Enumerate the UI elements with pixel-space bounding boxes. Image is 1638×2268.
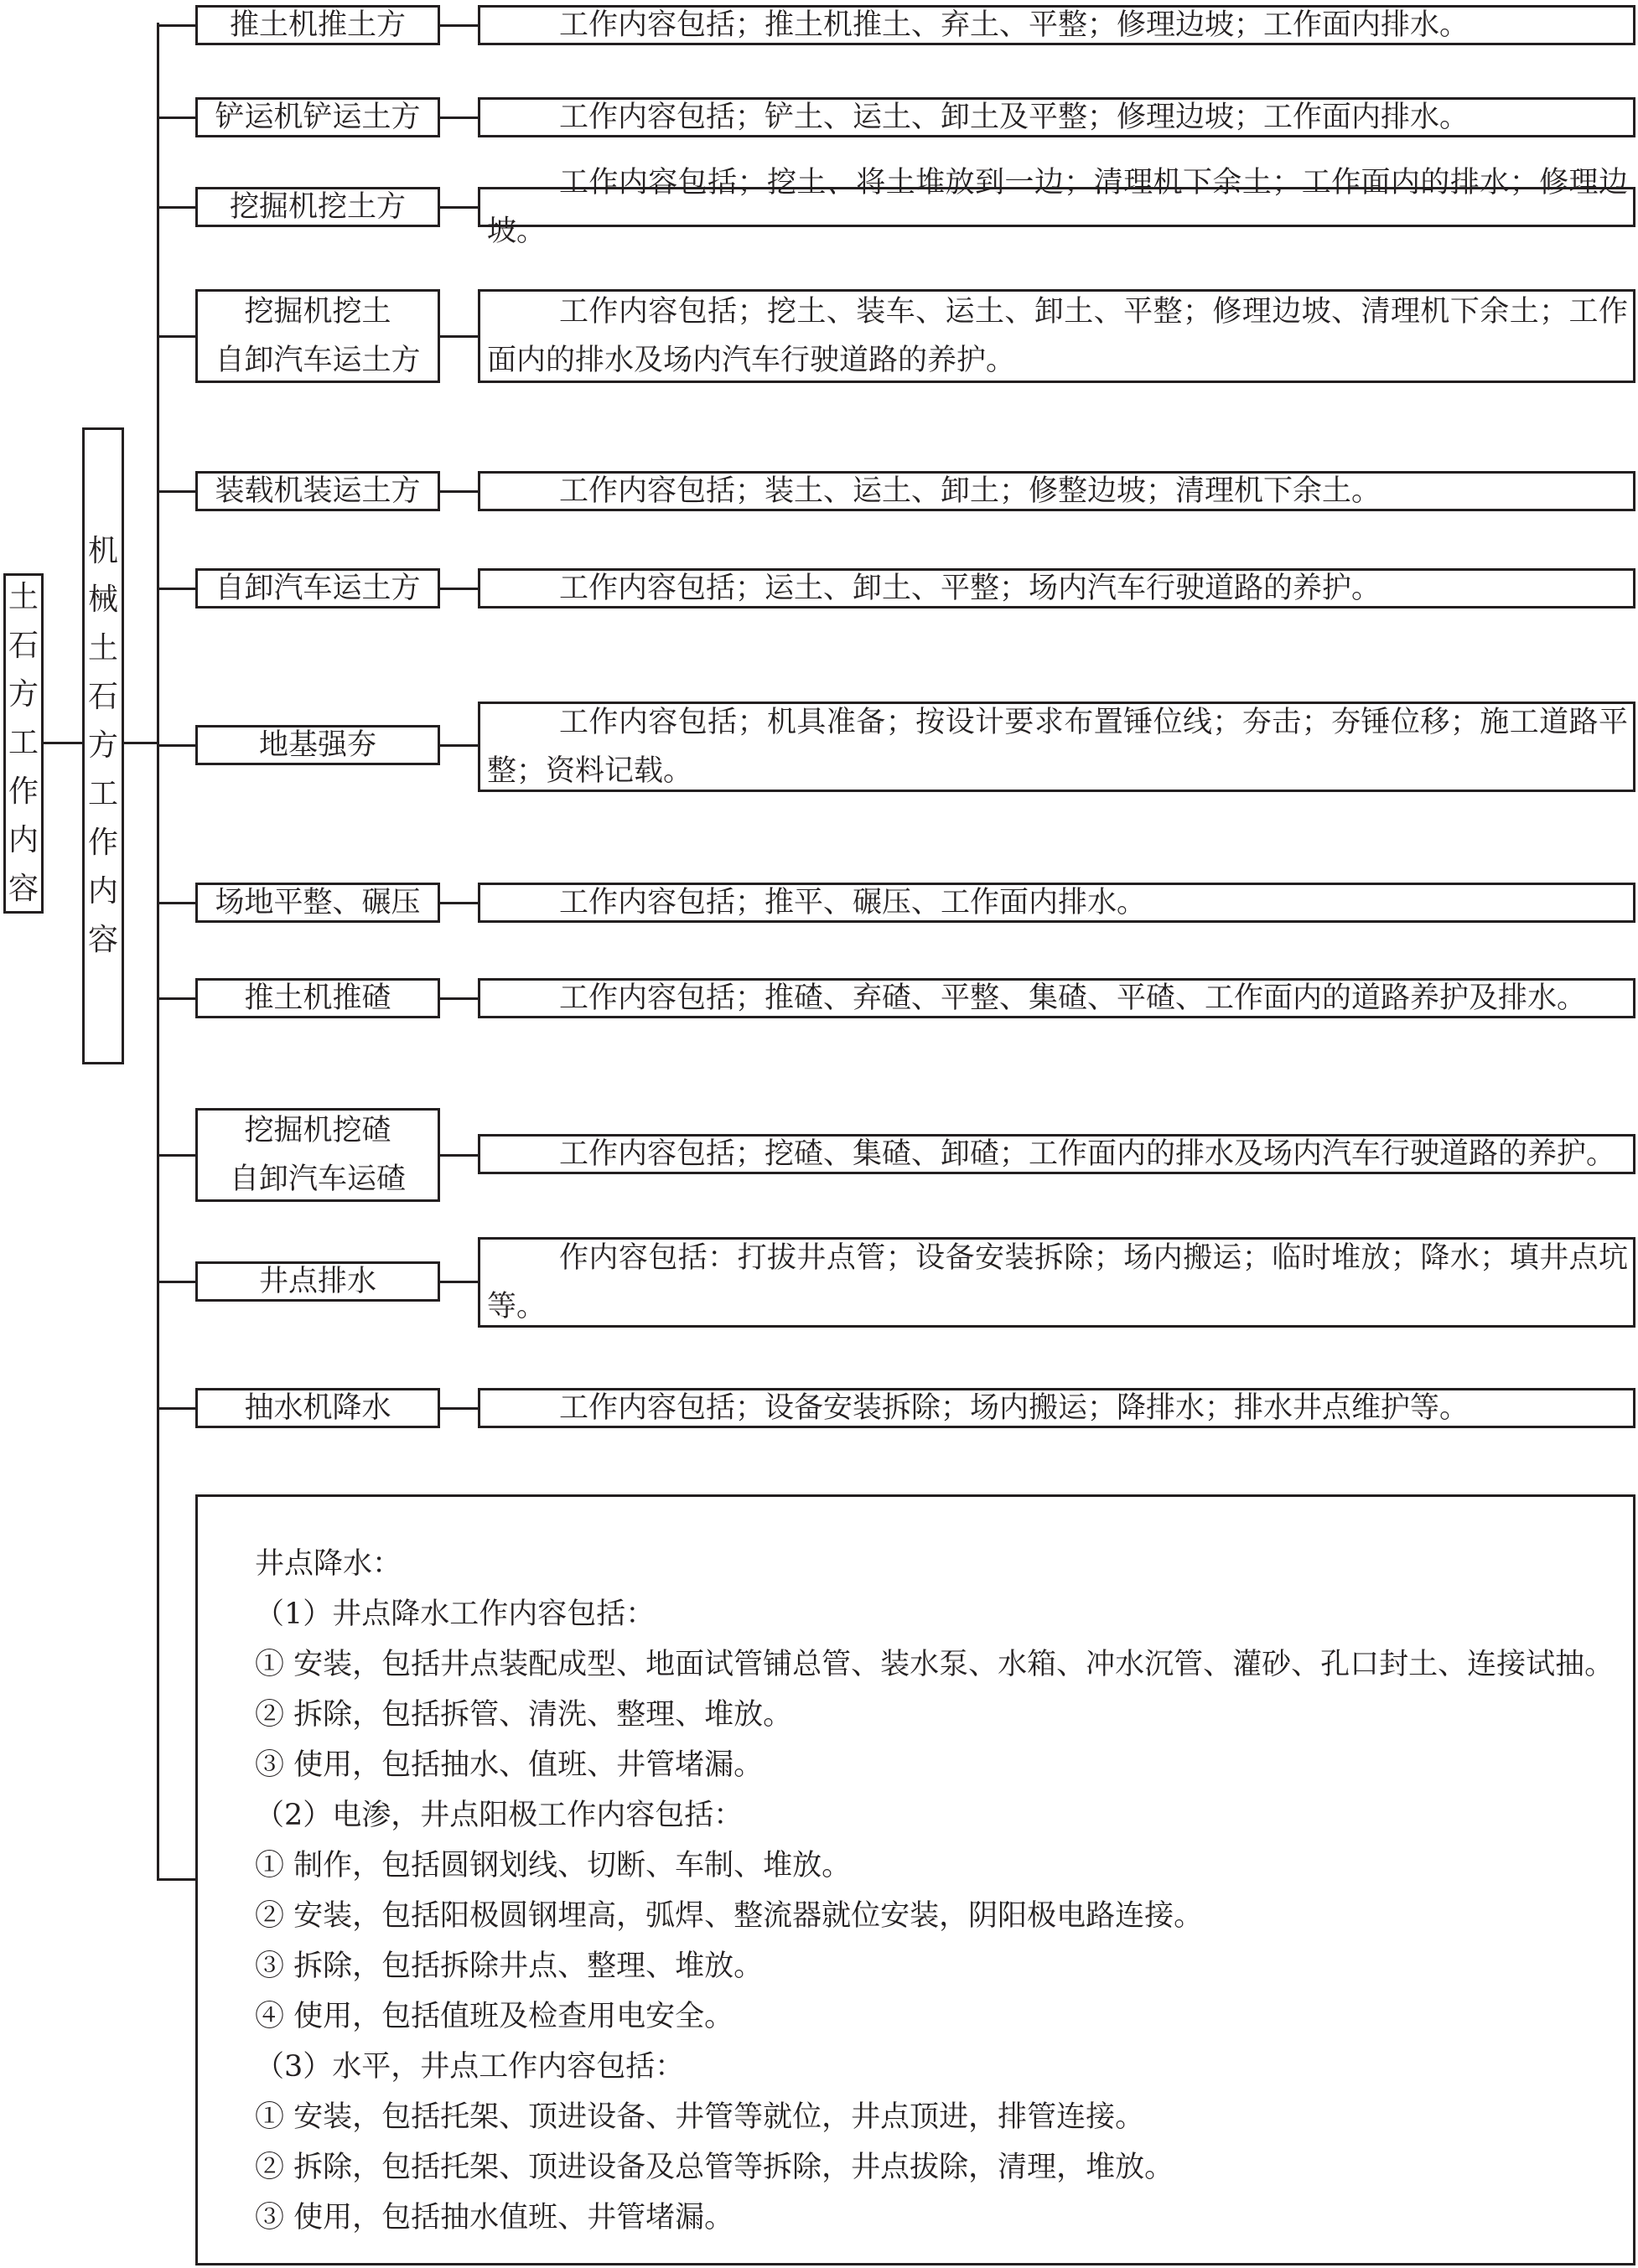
item-description-box — [478, 978, 1635, 1018]
note-line: ② 安装，包括阳极圆钢埋高，弧焊、整流器就位安装，阴阳极电路连接。 — [255, 1899, 1204, 1933]
trunk-branch-line — [157, 1407, 195, 1410]
trunk-branch-line — [157, 1154, 195, 1157]
item-label-box — [195, 289, 440, 383]
item-description: 作内容包括：打拔井点管；设备安装拆除；场内搬运；临时堆放；降水；填井点坑等。 — [487, 1241, 1628, 1323]
label-desc-line — [440, 997, 478, 1000]
notes-connector — [157, 1878, 195, 1881]
item-label-box — [195, 1108, 440, 1202]
item-description-box — [478, 568, 1635, 608]
branch-node-char: 方 — [87, 728, 118, 763]
trunk-branch-line — [157, 490, 195, 493]
trunk-branch-line — [157, 24, 195, 27]
item-description-box — [478, 1134, 1635, 1174]
item-label-box — [195, 978, 440, 1018]
note-line: ① 制作，包括圆钢划线、切断、车制、堆放。 — [255, 1849, 852, 1882]
item-description: 工作内容包括；铲土、运土、卸土及平整；修理边坡；工作面内排水。 — [559, 101, 1470, 134]
note-line: ③ 使用，包括抽水值班、井管堵漏。 — [255, 2201, 734, 2234]
root-node-char: 方 — [8, 677, 39, 712]
item-label: 自卸汽车运碴 — [229, 1162, 406, 1196]
branch-node — [82, 427, 124, 1064]
item-label-box — [195, 568, 440, 608]
item-description: 工作内容包括；装土、运土、卸土；修整边坡；清理机下余土。 — [559, 474, 1381, 508]
item-label-box — [195, 883, 440, 923]
trunk-branch-line — [157, 902, 195, 904]
trunk-branch-line — [157, 117, 195, 119]
branch-connector — [122, 742, 158, 744]
trunk-line — [157, 23, 159, 1880]
item-description-box — [478, 1237, 1635, 1328]
item-label: 自卸汽车运土方 — [215, 344, 421, 377]
note-line: （2）电渗，井点阳极工作内容包括： — [255, 1799, 744, 1832]
item-description-box — [478, 166, 1635, 248]
root-node-char: 石 — [8, 629, 39, 663]
root-node — [3, 573, 44, 914]
item-label: 铲运机铲运土方 — [215, 101, 421, 134]
item-label: 推土机推土方 — [229, 8, 406, 42]
root-node-char: 工 — [8, 726, 39, 760]
label-desc-line — [440, 1407, 478, 1410]
item-description-box — [478, 883, 1635, 923]
item-label: 地基强夯 — [258, 728, 376, 762]
item-description: 工作内容包括；挖土、装车、运土、卸土、平整；修理边坡、清理机下余土；工作面内的排水及场内汽车行驶道路的养护。 — [487, 295, 1628, 377]
root-connector — [44, 742, 84, 744]
branch-node-char: 石 — [87, 680, 118, 714]
note-line: ③ 拆除，包括拆除井点、整理、堆放。 — [255, 1950, 764, 1983]
label-desc-line — [440, 335, 478, 338]
item-description: 工作内容包括；运土、卸土、平整；场内汽车行驶道路的养护。 — [559, 572, 1381, 605]
branch-node-char: 机 — [87, 534, 118, 568]
label-desc-line — [440, 902, 478, 904]
item-label: 挖掘机挖碴 — [244, 1114, 391, 1147]
item-description: 工作内容包括；推平、碾压、工作面内排水。 — [559, 886, 1147, 919]
item-label: 场地平整、碾压 — [215, 886, 421, 919]
label-desc-line — [440, 588, 478, 590]
note-line: ② 拆除，包括托架、顶进设备及总管等拆除，井点拔除，清理，堆放。 — [255, 2151, 1174, 2184]
branch-node-char: 工 — [87, 777, 118, 811]
root-node-char: 容 — [8, 872, 39, 906]
branch-node-char: 作 — [87, 826, 118, 860]
note-line: ① 安装，包括托架、顶进设备、井管等就位，井点顶进，排管连接。 — [255, 2100, 1145, 2134]
label-desc-line — [440, 744, 478, 747]
branch-node-char: 内 — [87, 874, 118, 909]
branch-node-char: 土 — [87, 631, 118, 665]
item-label-box — [195, 1261, 440, 1302]
item-description-box — [478, 289, 1635, 383]
note-line: ④ 使用，包括值班及检查用电安全。 — [255, 2000, 734, 2033]
item-description: 工作内容包括；推碴、弃碴、平整、集碴、平碴、工作面内的道路养护及排水。 — [559, 981, 1587, 1015]
note-line: ③ 使用，包括抽水、值班、井管堵漏。 — [255, 1748, 764, 1782]
well-point-notes — [195, 1494, 1635, 2265]
note-line: （3）水平，井点工作内容包括： — [255, 2050, 685, 2084]
label-desc-line — [440, 117, 478, 119]
label-desc-line — [440, 490, 478, 493]
item-description-box — [478, 1388, 1635, 1428]
item-description: 工作内容包括；推土机推土、弃土、平整；修理边坡；工作面内排水。 — [559, 8, 1470, 42]
label-desc-line — [440, 1154, 478, 1157]
trunk-branch-line — [157, 744, 195, 747]
label-desc-line — [440, 24, 478, 27]
item-label: 推土机推碴 — [244, 981, 391, 1015]
item-description: 工作内容包括；挖土、将土堆放到一边；清理机下余土；工作面内的排水；修理边坡。 — [487, 166, 1628, 248]
root-node-char: 作 — [8, 774, 39, 809]
item-description-box — [478, 702, 1635, 792]
root-node-char: 土 — [8, 580, 39, 614]
trunk-branch-line — [157, 588, 195, 590]
item-label: 抽水机降水 — [244, 1391, 391, 1425]
note-line: ① 安装，包括井点装配成型、地面试管铺总管、装水泵、水箱、冲水沉管、灌砂、孔口封土、连接试抽。 — [255, 1648, 1615, 1681]
item-description: 工作内容包括；机具准备；按设计要求布置锤位线；夯击；夯锤位移；施工道路平整；资料记载。 — [487, 706, 1628, 788]
item-label-box — [195, 97, 440, 137]
item-description: 工作内容包括；设备安装拆除；场内搬运；降排水；排水井点维护等。 — [559, 1391, 1470, 1425]
note-line: ② 拆除，包括拆管、清洗、整理、堆放。 — [255, 1698, 793, 1732]
label-desc-line — [440, 206, 478, 209]
label-desc-line — [440, 1281, 478, 1283]
item-description-box — [478, 97, 1635, 137]
item-label: 自卸汽车运土方 — [215, 572, 421, 605]
branch-node-char: 容 — [87, 923, 118, 957]
item-description: 工作内容包括；挖碴、集碴、卸碴；工作面内的排水及场内汽车行驶道路的养护。 — [559, 1137, 1616, 1171]
item-label-box — [195, 187, 440, 227]
trunk-branch-line — [157, 997, 195, 1000]
item-label: 挖掘机挖土 — [244, 295, 391, 329]
item-label: 挖掘机挖土方 — [229, 190, 406, 224]
item-description-box — [478, 471, 1635, 511]
trunk-branch-line — [157, 206, 195, 209]
trunk-branch-line — [157, 1281, 195, 1283]
root-node-char: 内 — [8, 823, 39, 857]
item-label: 装载机装运土方 — [215, 474, 421, 508]
item-label-box — [195, 471, 440, 511]
item-label: 井点排水 — [258, 1265, 376, 1298]
item-label-box — [195, 1388, 440, 1428]
item-label-box — [195, 5, 440, 45]
note-line: 井点降水： — [255, 1547, 402, 1581]
trunk-branch-line — [157, 335, 195, 338]
item-label-box — [195, 725, 440, 765]
item-description-box — [478, 5, 1635, 45]
note-line: （1）井点降水工作内容包括： — [255, 1597, 656, 1631]
branch-node-char: 械 — [87, 583, 118, 617]
